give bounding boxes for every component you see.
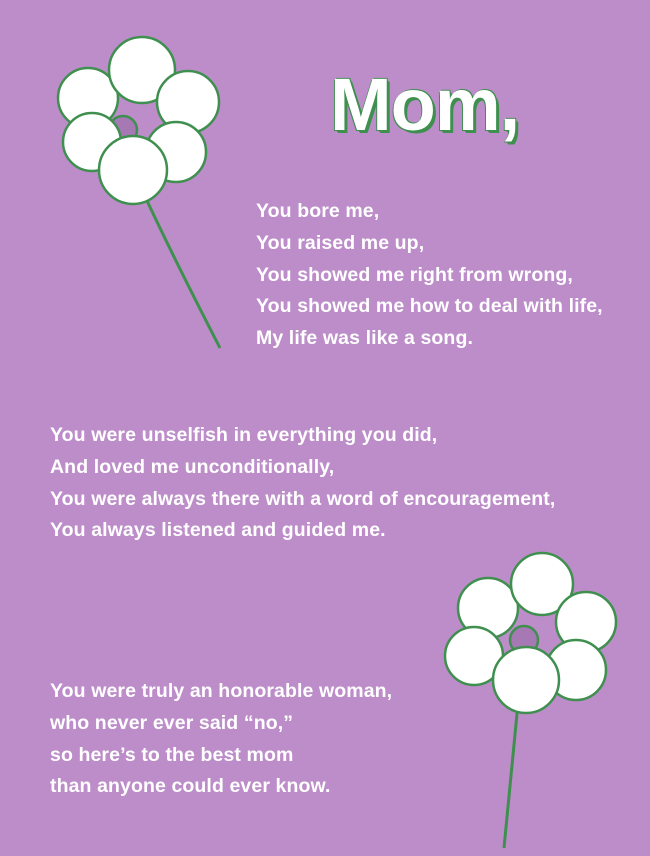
flower-bottom-right-decoration bbox=[430, 552, 630, 852]
poem-line: who never ever said “no,” bbox=[50, 711, 294, 734]
poem-line: You always listened and guided me. bbox=[50, 519, 386, 542]
poem-line: so here’s to the best mom bbox=[50, 743, 294, 766]
poem-stanza-3 bbox=[50, 676, 392, 803]
poem-line: than anyone could ever know. bbox=[50, 775, 331, 798]
flower-top-left-decoration bbox=[40, 30, 240, 370]
poem-line: You showed me right from wrong, bbox=[256, 263, 573, 286]
poem-stanza-1 bbox=[256, 196, 603, 355]
poem-line: My life was like a song. bbox=[256, 327, 473, 350]
poem-line: And loved me unconditionally, bbox=[50, 455, 335, 478]
poem-line: You raised me up, bbox=[256, 231, 425, 254]
card-title: Mom, bbox=[330, 63, 520, 146]
poem-stanza-2 bbox=[50, 420, 555, 547]
poem-line: You showed me how to deal with life, bbox=[256, 295, 603, 318]
poem-line: You were truly an honorable woman, bbox=[50, 680, 393, 702]
flower-icon bbox=[40, 30, 240, 370]
poem-line: You were unselfish in everything you did, bbox=[50, 424, 438, 446]
poem-line: You bore me, bbox=[256, 200, 380, 222]
flower-petals bbox=[58, 37, 219, 204]
flower-icon bbox=[430, 552, 630, 852]
poem-line: You were always there with a word of encouragement, bbox=[50, 487, 556, 510]
